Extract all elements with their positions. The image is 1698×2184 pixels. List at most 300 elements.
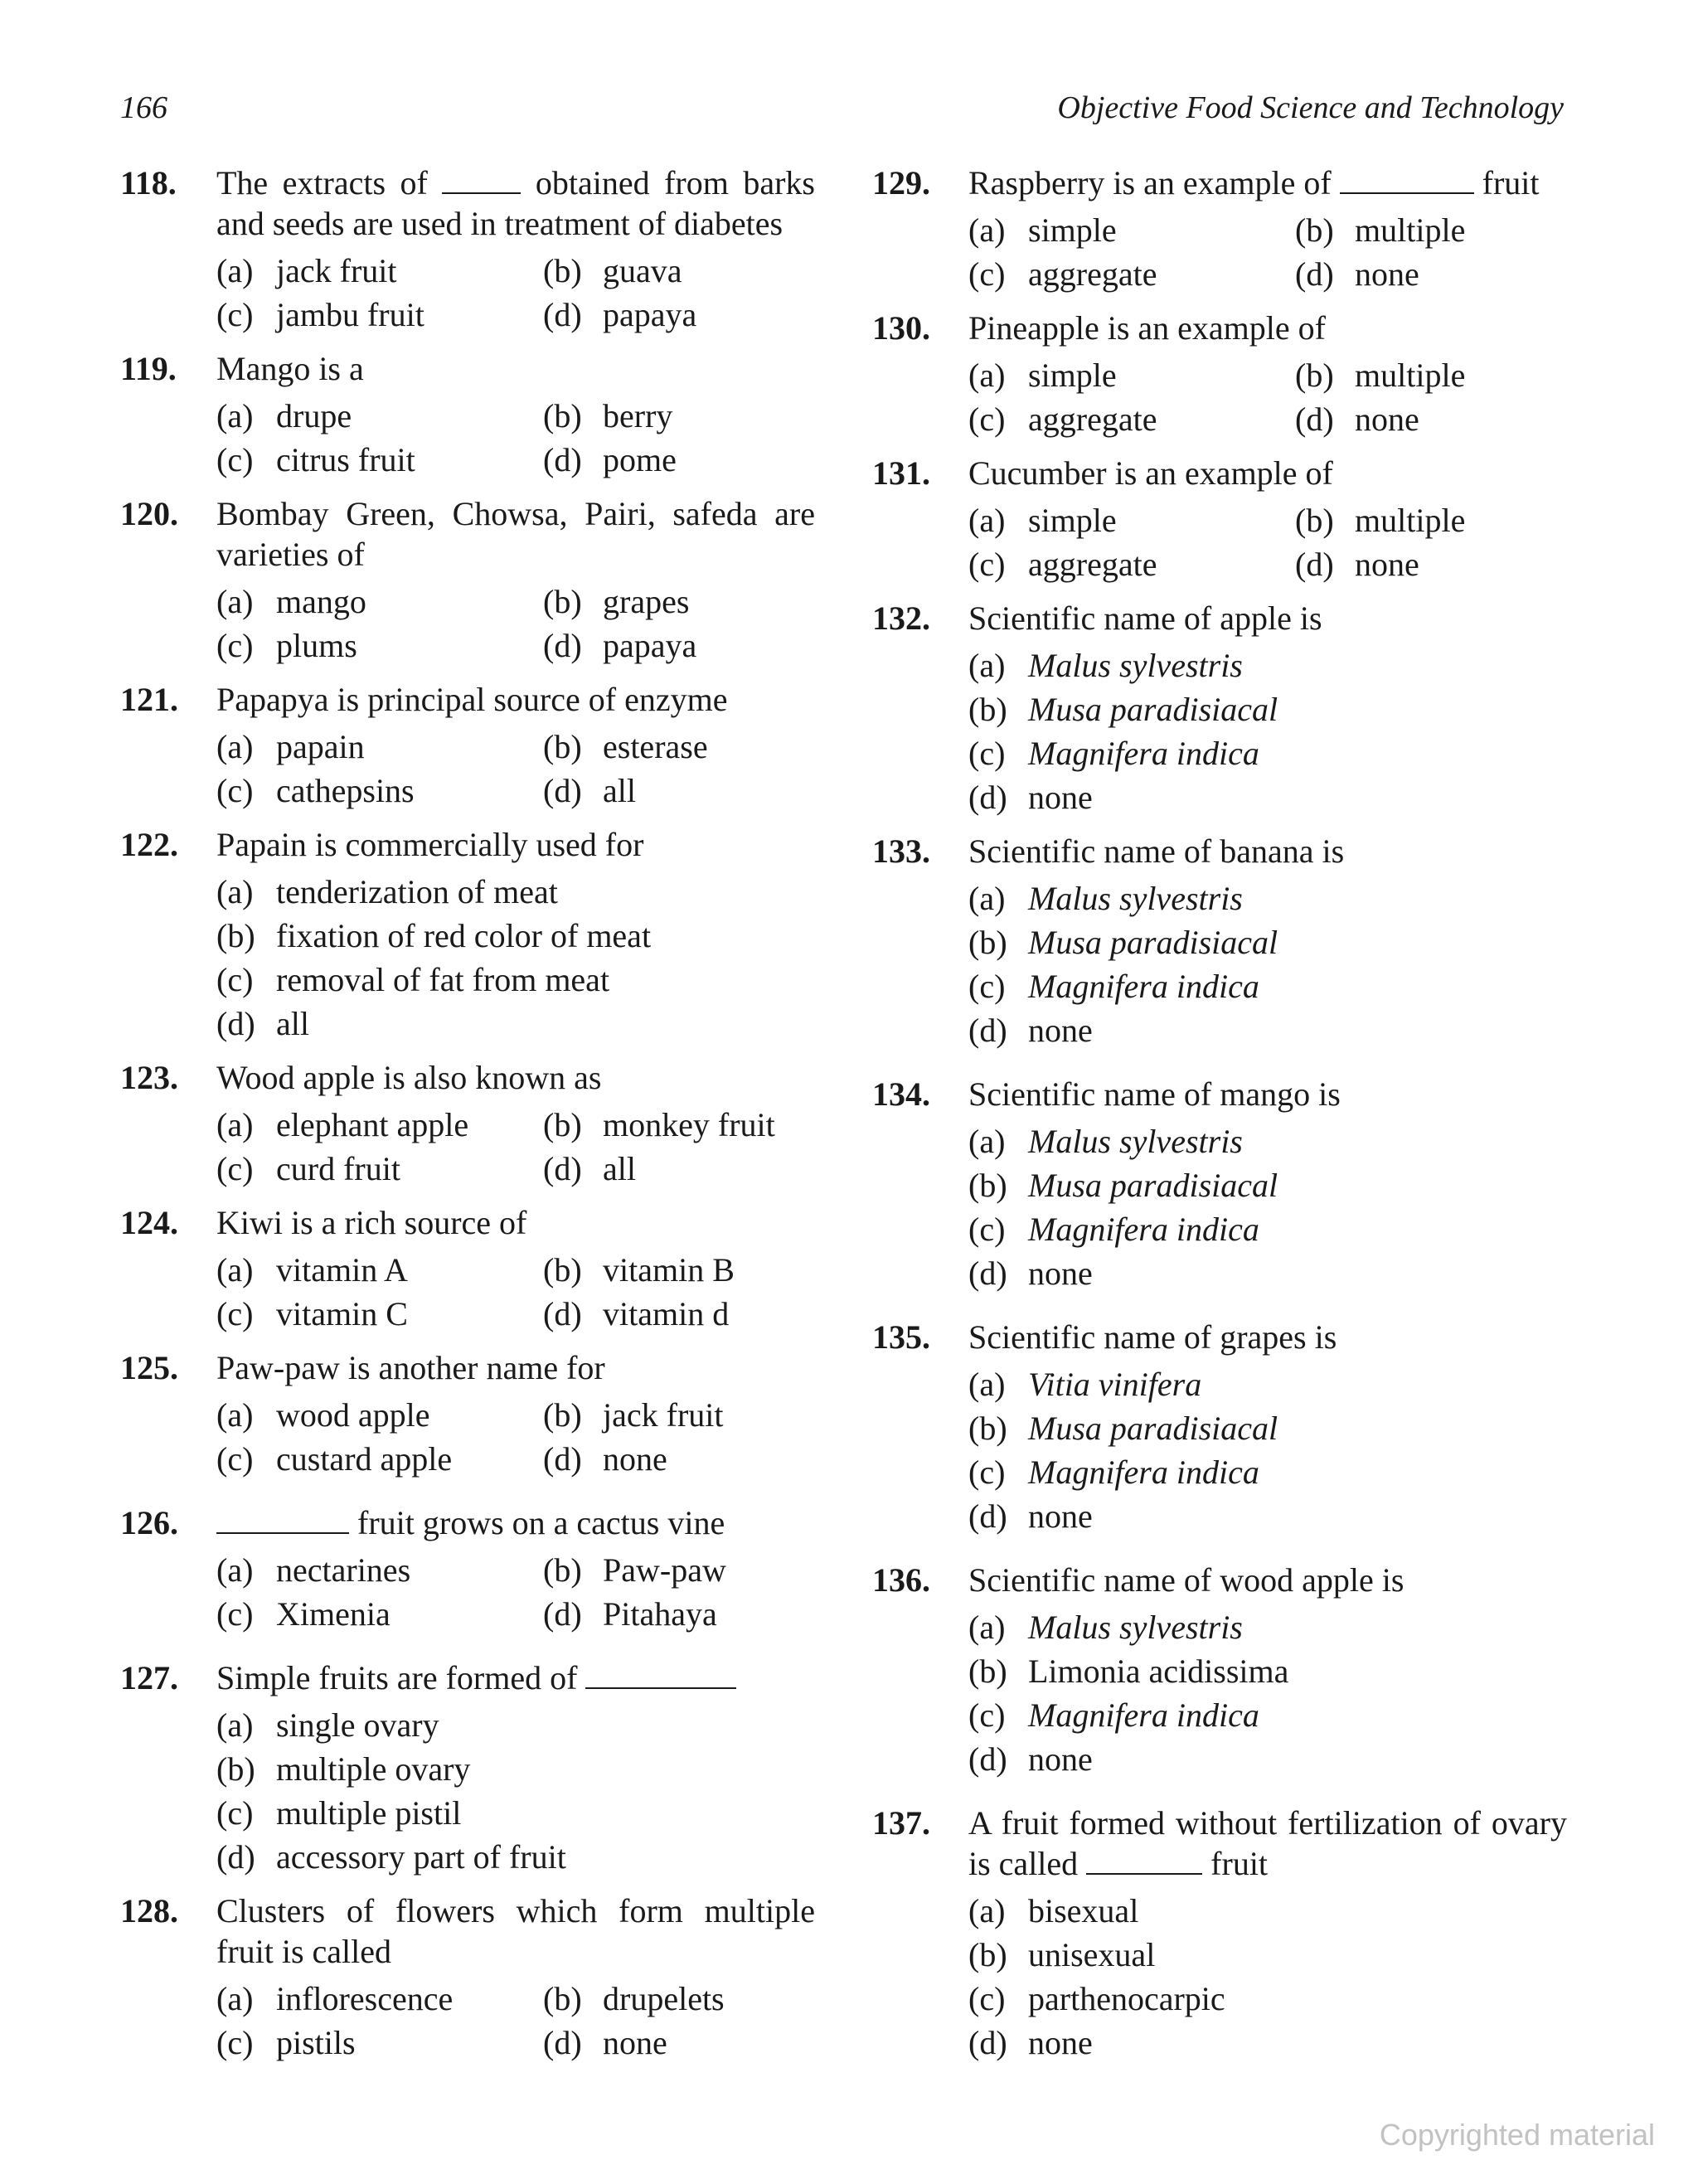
- option-label: (b): [543, 1106, 582, 1143]
- option-text: Ximenia: [276, 1595, 391, 1633]
- options: [968, 1362, 1567, 1538]
- option-label: (a): [968, 1609, 1006, 1646]
- option: [968, 1119, 1243, 1163]
- stem-text: Wood apple is also known as: [216, 1059, 602, 1096]
- option-label: (b): [543, 397, 582, 434]
- option-row: [216, 1437, 815, 1481]
- option: [968, 1163, 1278, 1207]
- option: [1295, 542, 1419, 586]
- question-number: 128.: [120, 1892, 178, 1929]
- option-label: (d): [968, 1255, 1007, 1292]
- stem-text: Bombay Green, Chowsa, Pairi, safeda are varieties of: [216, 495, 815, 573]
- question-stem: [968, 1803, 1567, 1884]
- question-number: 130.: [872, 309, 930, 347]
- question-number: 137.: [872, 1804, 930, 1842]
- option-label: (d): [968, 2024, 1007, 2061]
- option: [216, 1292, 543, 1336]
- option-row: [216, 580, 815, 624]
- question-item: [120, 1657, 815, 1879]
- option-text: none: [1028, 1740, 1093, 1778]
- option-row: [216, 1248, 815, 1292]
- question-number: 118.: [120, 164, 177, 201]
- option-text: mango: [276, 583, 366, 620]
- option-text: parthenocarpic: [1028, 1980, 1225, 2017]
- option-row: [216, 1147, 815, 1191]
- question-item: [872, 1317, 1567, 1538]
- option-row: [216, 438, 815, 482]
- option-label: (d): [543, 2024, 582, 2061]
- option-row: [968, 1933, 1567, 1977]
- question-number: 119.: [120, 350, 177, 387]
- option: [543, 624, 696, 667]
- option-label: (b): [968, 1936, 1007, 1973]
- option-label: (a): [216, 1551, 254, 1589]
- option-label: (a): [968, 357, 1006, 394]
- stem-text: Mango is a: [216, 350, 364, 387]
- option: [968, 1494, 1093, 1538]
- stem-text: A fruit formed without fertilization of ovary is called: [968, 1804, 1567, 1882]
- option: [216, 1147, 543, 1191]
- option-label: (a): [968, 880, 1006, 917]
- option-row: [968, 920, 1567, 964]
- option-text: multiple ovary: [276, 1750, 471, 1788]
- question-item: [872, 831, 1567, 1052]
- stem-text: fruit: [1482, 164, 1540, 201]
- option-text: Malus sylvestris: [1028, 880, 1243, 917]
- option-text: none: [1028, 2024, 1093, 2061]
- question-number: 127.: [120, 1659, 178, 1696]
- option: [543, 1292, 729, 1336]
- option: [543, 293, 696, 337]
- option: [968, 498, 1295, 542]
- question-stem: [216, 1057, 815, 1098]
- question-stem: [968, 163, 1567, 203]
- option-row: [968, 1406, 1567, 1450]
- option: [216, 958, 609, 1002]
- question-stem: [216, 163, 815, 244]
- option-text: simple: [1028, 357, 1117, 394]
- question-item: [120, 1202, 815, 1336]
- option-text: custard apple: [276, 1440, 453, 1478]
- option-label: (a): [968, 502, 1006, 539]
- option-text: none: [603, 2024, 667, 2061]
- option-label: (d): [1295, 546, 1334, 583]
- option-row: [216, 2021, 815, 2065]
- option-row: [216, 394, 815, 438]
- option-label: (a): [968, 211, 1006, 249]
- option: [216, 1103, 543, 1147]
- option: [968, 353, 1295, 397]
- option-text: papaya: [603, 627, 697, 664]
- options: [968, 1605, 1567, 1781]
- page-header: [120, 90, 1564, 131]
- question-number: 126.: [120, 1504, 178, 1541]
- option-row: [968, 397, 1567, 441]
- option-row: [968, 252, 1567, 296]
- option-text: multiple: [1355, 502, 1466, 539]
- option-label: (c): [216, 1295, 254, 1332]
- option-text: Magnifera indica: [1028, 1211, 1259, 1248]
- option: [216, 293, 543, 337]
- option: [968, 687, 1278, 731]
- option-text: single ovary: [276, 1706, 439, 1744]
- option: [216, 870, 558, 914]
- option-text: Magnifera indica: [1028, 1454, 1259, 1491]
- question-number: 121.: [120, 681, 178, 718]
- option-label: (d): [216, 1005, 255, 1042]
- answer-blank: [585, 1659, 736, 1689]
- question-number: 136.: [872, 1561, 930, 1599]
- option: [216, 2021, 543, 2065]
- option-text: Musa paradisiacal: [1028, 1167, 1278, 1204]
- option-label: (b): [543, 583, 582, 620]
- option-row: [216, 1548, 815, 1592]
- option-label: (c): [216, 961, 254, 998]
- question-stem: [968, 831, 1567, 871]
- question-stem: [216, 1890, 815, 1972]
- option-row: [216, 769, 815, 813]
- option-text: curd fruit: [276, 1150, 400, 1187]
- option-label: (b): [543, 1551, 582, 1589]
- option-row: [968, 1163, 1567, 1207]
- option-text: berry: [603, 397, 673, 434]
- option-label: (b): [543, 1980, 582, 2017]
- question-item: [120, 493, 815, 667]
- options: [216, 394, 815, 482]
- option-text: fixation of red color of meat: [276, 917, 652, 954]
- option: [543, 1437, 667, 1481]
- option-text: elephant apple: [276, 1106, 469, 1143]
- options: [968, 643, 1567, 819]
- option: [543, 769, 636, 813]
- option-label: (b): [216, 1750, 255, 1788]
- option: [968, 542, 1295, 586]
- option-text: guava: [603, 252, 682, 289]
- option-row: [968, 1649, 1567, 1693]
- options: [968, 353, 1567, 441]
- option-row: [968, 2021, 1567, 2065]
- stem-text: Pineapple is an example of: [968, 309, 1326, 347]
- option-text: wood apple: [276, 1396, 430, 1434]
- option-row: [968, 1008, 1567, 1052]
- option-row: [968, 1693, 1567, 1737]
- answer-blank: [442, 164, 521, 194]
- question-stem: [216, 1502, 815, 1543]
- question-stem: [968, 1074, 1567, 1114]
- option-label: (b): [543, 252, 582, 289]
- options: [968, 1119, 1567, 1295]
- page-number: 166: [120, 90, 167, 125]
- option-text: jack fruit: [603, 1396, 724, 1434]
- option-row: [216, 1791, 815, 1835]
- option-text: multiple: [1355, 211, 1466, 249]
- option-label: (c): [968, 1454, 1006, 1491]
- option: [216, 1703, 439, 1747]
- options: [216, 1703, 815, 1879]
- option-row: [216, 1977, 815, 2021]
- option-text: none: [1355, 400, 1419, 438]
- option-label: (c): [216, 1595, 254, 1633]
- stem-text: The extracts of: [216, 164, 428, 201]
- question-stem: [968, 1317, 1567, 1357]
- question-item: [872, 1074, 1567, 1295]
- option-row: [216, 1002, 815, 1046]
- option: [1295, 353, 1465, 397]
- option: [216, 1002, 309, 1046]
- option-label: (a): [216, 728, 254, 765]
- option-label: (b): [968, 924, 1007, 961]
- option: [968, 1693, 1259, 1737]
- option-text: tenderization of meat: [276, 873, 558, 910]
- question-number: 129.: [872, 164, 930, 201]
- question-item: [120, 1057, 815, 1191]
- option: [216, 438, 543, 482]
- stem-text: Scientific name of grapes is: [968, 1318, 1337, 1356]
- option-label: (d): [543, 772, 582, 809]
- options: [968, 1889, 1567, 2065]
- question-stem: [216, 1657, 815, 1698]
- option-label: (b): [543, 1251, 582, 1289]
- options: [968, 498, 1567, 586]
- option-text: aggregate: [1028, 255, 1157, 293]
- option-row: [968, 208, 1567, 252]
- option: [968, 1977, 1225, 2021]
- option: [216, 1977, 543, 2021]
- option: [968, 964, 1259, 1008]
- option-text: Paw-paw: [603, 1551, 726, 1589]
- option-row: [968, 775, 1567, 819]
- option-label: (d): [543, 1295, 582, 1332]
- option: [968, 775, 1093, 819]
- stem-text: Paw-paw is another name for: [216, 1349, 605, 1386]
- option-label: (d): [543, 1440, 582, 1478]
- stem-text: Scientific name of wood apple is: [968, 1561, 1404, 1599]
- option-row: [968, 498, 1567, 542]
- option-label: (d): [1295, 255, 1334, 293]
- question-stem: [216, 1202, 815, 1243]
- option-row: [968, 876, 1567, 920]
- option-label: (b): [543, 1396, 582, 1434]
- option-text: Malus sylvestris: [1028, 1609, 1243, 1646]
- option-text: simple: [1028, 211, 1117, 249]
- stem-text: fruit: [1210, 1845, 1269, 1882]
- option: [968, 731, 1259, 775]
- option: [543, 394, 672, 438]
- option-text: Magnifera indica: [1028, 1696, 1259, 1734]
- stem-text: Scientific name of banana is: [968, 832, 1345, 870]
- option-text: none: [1028, 1012, 1093, 1049]
- answer-blank: [1086, 1845, 1202, 1875]
- option-label: (c): [216, 627, 254, 664]
- option-label: (b): [968, 691, 1007, 728]
- question-item: [120, 679, 815, 813]
- stem-text: Clusters of flowers which form multiple fruit is called: [216, 1892, 815, 1970]
- question-number: 131.: [872, 454, 930, 492]
- option-label: (a): [216, 1251, 254, 1289]
- option-text: jambu fruit: [276, 296, 424, 333]
- options: [216, 1248, 815, 1336]
- option: [968, 1362, 1201, 1406]
- option-label: (a): [216, 1106, 254, 1143]
- question-stem: [216, 493, 815, 575]
- option: [543, 1147, 636, 1191]
- running-title: Objective Food Science and Technology: [1057, 90, 1564, 125]
- option: [1295, 397, 1419, 441]
- option-row: [216, 1747, 815, 1791]
- option-label: (a): [216, 1396, 254, 1434]
- option-label: (d): [543, 627, 582, 664]
- option-row: [968, 643, 1567, 687]
- option-label: (a): [216, 583, 254, 620]
- option-label: (d): [968, 1740, 1007, 1778]
- option-text: drupe: [276, 397, 352, 434]
- option-row: [968, 1362, 1567, 1406]
- option-text: papaya: [603, 296, 697, 333]
- option: [968, 1933, 1155, 1977]
- option-label: (b): [968, 1653, 1007, 1690]
- option-text: none: [1028, 1497, 1093, 1535]
- option: [1295, 498, 1465, 542]
- option-text: vitamin C: [276, 1295, 408, 1332]
- option-text: papain: [276, 728, 365, 765]
- option-row: [216, 1835, 815, 1879]
- option-label: (d): [968, 1012, 1007, 1049]
- option-label: (c): [968, 1980, 1006, 2017]
- stem-text: Papapya is principal source of enzyme: [216, 681, 728, 718]
- option-text: inflorescence: [276, 1980, 454, 2017]
- option-row: [968, 964, 1567, 1008]
- options: [968, 208, 1567, 296]
- option: [968, 1008, 1093, 1052]
- option-text: monkey fruit: [603, 1106, 775, 1143]
- option-label: (c): [216, 1150, 254, 1187]
- option-text: all: [603, 772, 636, 809]
- question-number: 124.: [120, 1204, 178, 1241]
- option: [543, 249, 682, 293]
- answer-blank: [1340, 164, 1474, 194]
- option-label: (c): [216, 2024, 254, 2061]
- option-text: none: [1028, 1255, 1093, 1292]
- option-row: [216, 293, 815, 337]
- option-row: [216, 1592, 815, 1636]
- option-text: multiple: [1355, 357, 1466, 394]
- option-row: [968, 1251, 1567, 1295]
- option-label: (b): [216, 917, 255, 954]
- option-row: [216, 958, 815, 1002]
- stem-text: Scientific name of mango is: [968, 1075, 1341, 1113]
- option-label: (c): [968, 546, 1006, 583]
- answer-blank: [216, 1504, 349, 1534]
- question-stem: [216, 679, 815, 720]
- option-text: Pitahaya: [603, 1595, 717, 1633]
- question-number: 135.: [872, 1318, 930, 1356]
- question-item: [120, 1890, 815, 2065]
- question-stem: [216, 1347, 815, 1388]
- option: [543, 1977, 725, 2021]
- option-label: (c): [968, 735, 1006, 772]
- option-label: (a): [968, 647, 1006, 684]
- option: [543, 438, 677, 482]
- option-text: none: [1355, 546, 1419, 583]
- option-row: [216, 1292, 815, 1336]
- question-stem: [968, 308, 1567, 348]
- option-row: [968, 1889, 1567, 1933]
- question-item: [120, 348, 815, 482]
- option-label: (b): [1295, 211, 1334, 249]
- option-text: jack fruit: [276, 252, 397, 289]
- option-text: multiple pistil: [276, 1794, 462, 1832]
- option-text: esterase: [603, 728, 708, 765]
- option-label: (d): [543, 441, 582, 478]
- stem-text: Cucumber is an example of: [968, 454, 1333, 492]
- option-row: [968, 1207, 1567, 1251]
- option-label: (c): [968, 400, 1006, 438]
- option: [543, 580, 689, 624]
- option-text: aggregate: [1028, 546, 1157, 583]
- option-text: pome: [603, 441, 677, 478]
- option-label: (a): [216, 252, 254, 289]
- option: [968, 208, 1295, 252]
- option-label: (b): [968, 1167, 1007, 1204]
- option-row: [216, 624, 815, 667]
- stem-text: Simple fruits are formed of: [216, 1659, 578, 1696]
- option: [216, 1835, 566, 1879]
- question-stem: [968, 453, 1567, 493]
- stem-text: Scientific name of apple is: [968, 599, 1322, 637]
- option-label: (a): [216, 397, 254, 434]
- option-label: (d): [543, 296, 582, 333]
- option-text: drupelets: [603, 1980, 725, 2017]
- option: [968, 1605, 1243, 1649]
- question-number: 123.: [120, 1059, 178, 1096]
- option: [216, 1437, 543, 1481]
- options: [216, 1103, 815, 1191]
- option-label: (a): [968, 1123, 1006, 1160]
- option: [216, 624, 543, 667]
- question-number: 132.: [872, 599, 930, 637]
- option: [543, 725, 708, 769]
- option-text: cathepsins: [276, 772, 415, 809]
- option-text: vitamin A: [276, 1251, 408, 1289]
- option: [543, 1548, 726, 1592]
- question-item: [120, 1502, 815, 1636]
- option-text: nectarines: [276, 1551, 411, 1589]
- option-text: Malus sylvestris: [1028, 1123, 1243, 1160]
- option-label: (c): [968, 1211, 1006, 1248]
- option-row: [968, 542, 1567, 586]
- option: [1295, 208, 1465, 252]
- option-label: (a): [216, 1706, 254, 1744]
- option-row: [968, 353, 1567, 397]
- option-text: Musa paradisiacal: [1028, 1410, 1278, 1447]
- option: [968, 1450, 1259, 1494]
- option-row: [968, 1450, 1567, 1494]
- option-label: (c): [216, 441, 254, 478]
- question-stem: [216, 824, 815, 865]
- option-row: [968, 1977, 1567, 2021]
- option: [968, 643, 1243, 687]
- option-label: (b): [968, 1410, 1007, 1447]
- option-text: accessory part of fruit: [276, 1838, 566, 1876]
- option: [543, 1592, 717, 1636]
- option-label: (d): [543, 1150, 582, 1187]
- options: [216, 1548, 815, 1636]
- option: [216, 1548, 543, 1592]
- options: [216, 725, 815, 813]
- option-label: (a): [968, 1892, 1006, 1929]
- option-row: [968, 1494, 1567, 1538]
- option-label: (c): [968, 1696, 1006, 1734]
